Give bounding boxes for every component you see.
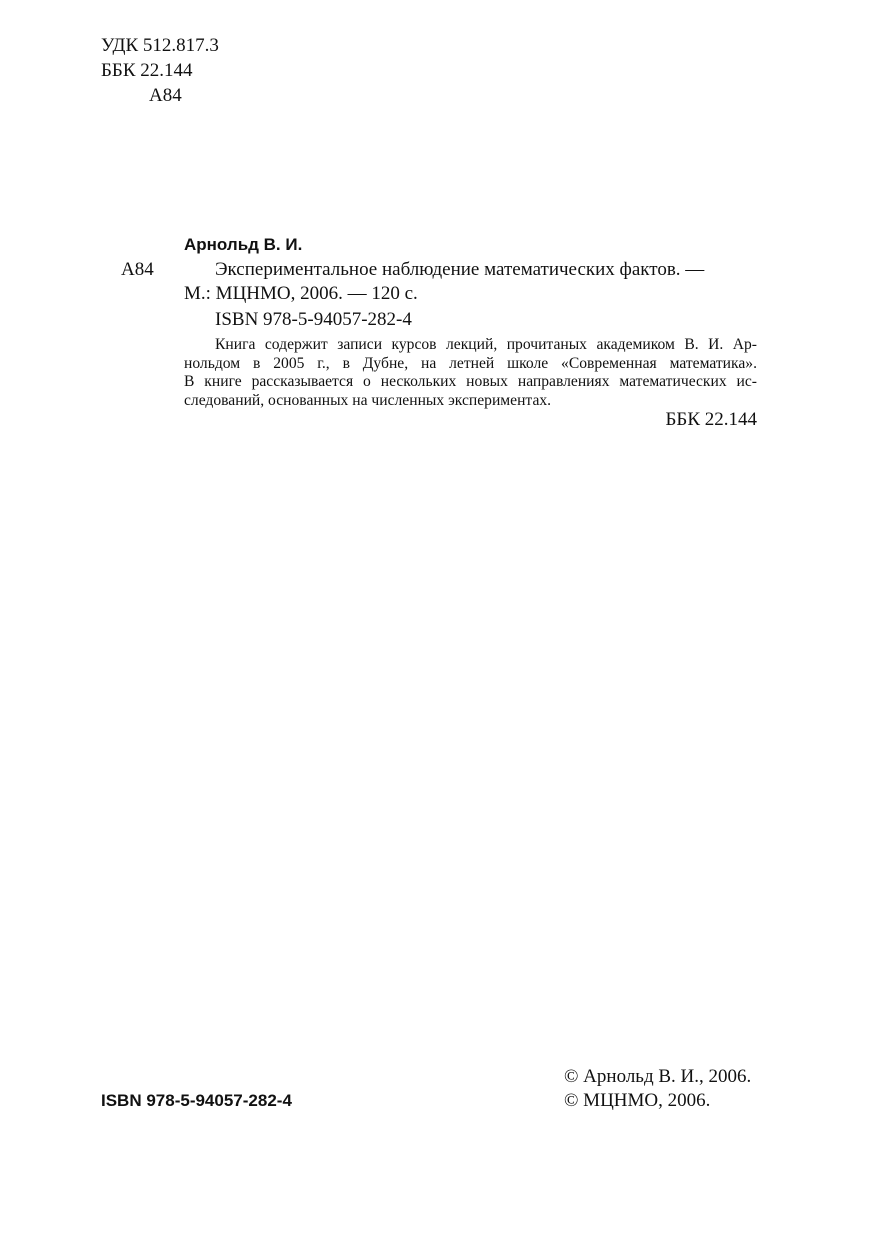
- catalog-author: Арнольд В. И.: [184, 235, 303, 254]
- catalog-bbk: ББК 22.144: [665, 409, 757, 430]
- copyright-author: © Арнольд В. И., 2006.: [564, 1066, 752, 1087]
- annotation-line: нольдом в 2005 г., в Дубне, на летней школе «Современная математика».: [184, 354, 757, 372]
- catalog-title-line-1: Экспериментальное наблюдение математических фактов. —: [215, 259, 705, 280]
- footer-isbn: ISBN 978-5-94057-282-4: [101, 1091, 292, 1110]
- udk-code: УДК 512.817.3: [101, 35, 219, 56]
- catalog-annotation: [184, 336, 757, 410]
- annotation-line: В книге рассказывается о нескольких новых направлениях математических ис-: [184, 373, 757, 390]
- bbk-code: ББК 22.144: [101, 60, 193, 81]
- catalog-title-line-2: М.: МЦНМО, 2006. — 120 с.: [184, 283, 418, 304]
- annotation-line: следований, основанных на численных экспериментах.: [184, 391, 552, 409]
- annotation-line: Книга содержит записи курсов лекций, прочитаных академиком В. И. Ар-: [215, 336, 757, 353]
- author-code-top: А84: [149, 85, 182, 106]
- catalog-author-code: А84: [121, 259, 154, 280]
- catalog-isbn: ISBN 978-5-94057-282-4: [215, 309, 412, 330]
- copyright-publisher: © МЦНМО, 2006.: [564, 1090, 711, 1111]
